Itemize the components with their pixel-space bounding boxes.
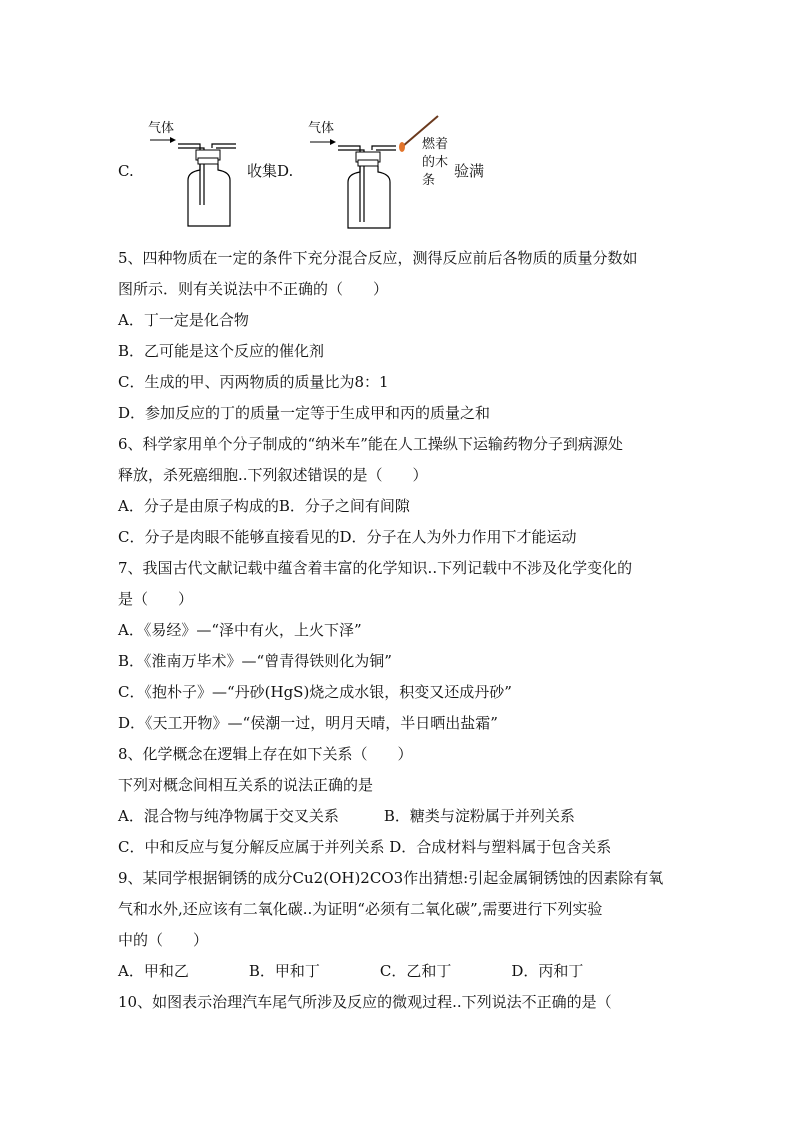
- answer-option: B．《淮南万毕术》—“曾青得铁则化为铜”: [118, 652, 392, 670]
- question-text: 图所示．则有关说法中不正确的（ ）: [118, 280, 389, 298]
- answer-option: C．分子是肉眼不能够直接看见的D．分子在人为外力作用下才能运动: [118, 528, 577, 546]
- gas-label-1: 气体: [148, 121, 175, 136]
- question-text: 释放，杀死癌细胞..下列叙述错误的是（ ）: [118, 466, 428, 484]
- question-text: 5、四种物质在一定的条件下充分混合反应，测得反应前后各物质的质量分数如: [118, 249, 638, 267]
- question-text: 9、某同学根据铜锈的成分Cu2(OH)2CO3作出猜想:引起金属铜锈蚀的因素除有氧: [118, 869, 664, 887]
- answer-option: D．《天工开物》—“侯潮一过，明月天晴，半日晒出盐霜”: [118, 714, 498, 732]
- question-text: 7、我国古代文献记载中蕴含着丰富的化学知识..下列记载中不涉及化学变化的: [118, 559, 633, 577]
- burning-stick-label-1: 燃着: [422, 137, 449, 152]
- answer-option: A．分子是由原子构成的B．分子之间有间隙: [118, 497, 410, 515]
- answer-option: C．生成的甲、丙两物质的质量比为8：1: [118, 373, 389, 391]
- answer-option: A．丁一定是化合物: [118, 311, 249, 329]
- question-text: 10、如图表示治理汽车尾气所涉及反应的微观过程..下列说法不正确的是（: [118, 993, 612, 1011]
- question-text: 气和水外,还应该有二氧化碳..为证明“必须有二氧化碳”,需要进行下列实验: [118, 900, 603, 918]
- gas-label-2: 气体: [308, 121, 335, 136]
- question-text: 是（ ）: [118, 590, 194, 608]
- answer-option: A．甲和乙 B．甲和丁 C．乙和丁 D．丙和丁: [118, 962, 584, 980]
- answer-option: C．中和反应与复分解反应属于并列关系 D．合成材料与塑料属于包含关系: [118, 838, 612, 856]
- answer-option: A．《易经》—“泽中有火，上火下泽”: [118, 621, 362, 639]
- answer-option: C．《抱朴子》—“丹砂(HgS)烧之成水银，积变又还成丹砂”: [118, 683, 512, 701]
- gas-bottle-1-diagram: [140, 130, 250, 230]
- question-text: 下列对概念间相互关系的说法正确的是: [118, 776, 374, 794]
- collect-label: 收集D.: [247, 162, 294, 180]
- check-full-label: 验满: [454, 162, 485, 180]
- option-c-label: C.: [118, 162, 134, 180]
- flame-icon: [399, 142, 405, 152]
- question-text: 8、化学概念在逻辑上存在如下关系（ ）: [118, 745, 413, 763]
- answer-option: B．乙可能是这个反应的催化剂: [118, 342, 325, 360]
- answer-option: A．混合物与纯净物属于交叉关系 B．糖类与淀粉属于并列关系: [118, 807, 575, 825]
- answer-option: D．参加反应的丁的质量一定等于生成甲和丙的质量之和: [118, 404, 491, 422]
- question-text: 中的（ ）: [118, 931, 209, 949]
- gas-bottle-2-diagram: [300, 112, 450, 232]
- burning-stick-label-2: 的木: [422, 155, 449, 170]
- question-text: 6、科学家用单个分子制成的“纳米车”能在人工操纵下运输药物分子到病源处: [118, 435, 623, 453]
- burning-stick-label-3: 条: [422, 173, 436, 188]
